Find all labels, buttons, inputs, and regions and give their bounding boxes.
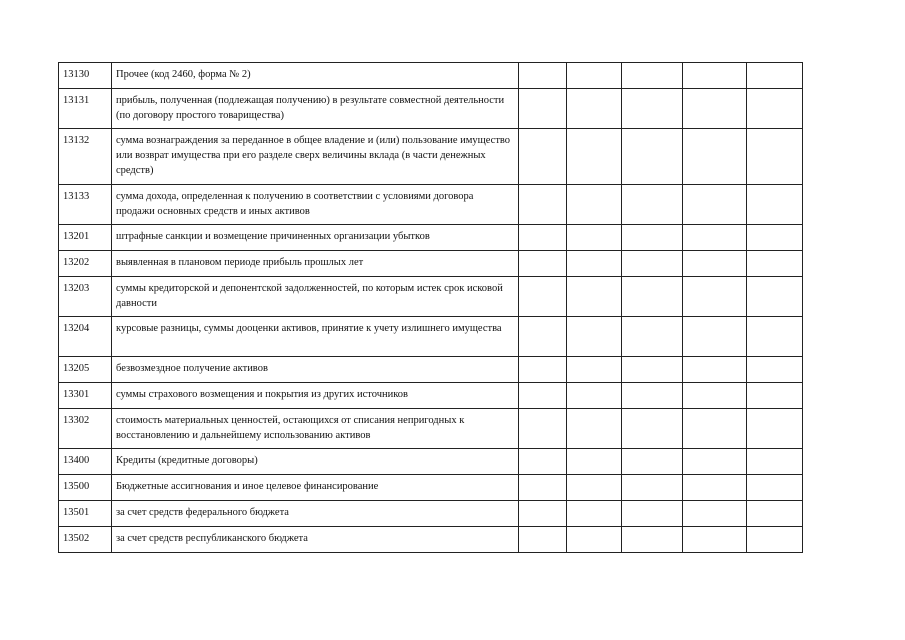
value-cell-1: [519, 475, 567, 501]
row-code: 13202: [59, 251, 112, 277]
table-row: [59, 277, 803, 317]
row-name: сумма дохода, определенная к получению в соответствии с условиями договора продажи основных средств и иных активов: [112, 185, 519, 225]
value-cell-3: [622, 409, 683, 449]
value-cell-2: [567, 317, 622, 357]
value-cell-3: [622, 277, 683, 317]
row-code: 13131: [59, 89, 112, 129]
value-cell-2: [567, 449, 622, 475]
value-cell-3: [622, 225, 683, 251]
value-cell-2: [567, 475, 622, 501]
value-cell-1: [519, 251, 567, 277]
value-cell-2: [567, 383, 622, 409]
value-cell-4: [683, 89, 747, 129]
value-cell-3: [622, 383, 683, 409]
value-cell-5: [747, 185, 803, 225]
value-cell-4: [683, 449, 747, 475]
value-cell-5: [747, 63, 803, 89]
value-cell-3: [622, 89, 683, 129]
table-row: [59, 225, 803, 251]
value-cell-4: [683, 527, 747, 553]
value-cell-5: [747, 449, 803, 475]
row-name: Кредиты (кредитные договоры): [112, 449, 519, 475]
value-cell-4: [683, 185, 747, 225]
table-row: [59, 357, 803, 383]
value-cell-5: [747, 383, 803, 409]
value-cell-4: [683, 225, 747, 251]
value-cell-5: [747, 357, 803, 383]
value-cell-3: [622, 449, 683, 475]
value-cell-1: [519, 501, 567, 527]
value-cell-2: [567, 89, 622, 129]
row-code: 13301: [59, 383, 112, 409]
report-table: [58, 62, 803, 553]
value-cell-2: [567, 501, 622, 527]
row-name: штрафные санкции и возмещение причиненных организации убытков: [112, 225, 519, 251]
value-cell-3: [622, 129, 683, 185]
value-cell-3: [622, 317, 683, 357]
row-name: суммы кредиторской и депонентской задолженностей, по которым истек срок исковой давности: [112, 277, 519, 317]
value-cell-2: [567, 225, 622, 251]
row-code: 13302: [59, 409, 112, 449]
table-row: [59, 63, 803, 89]
value-cell-4: [683, 129, 747, 185]
value-cell-3: [622, 251, 683, 277]
table-row: [59, 89, 803, 129]
value-cell-4: [683, 357, 747, 383]
value-cell-5: [747, 317, 803, 357]
value-cell-2: [567, 251, 622, 277]
value-cell-1: [519, 527, 567, 553]
value-cell-4: [683, 409, 747, 449]
table-row: [59, 449, 803, 475]
table-row: [59, 129, 803, 185]
table-row: [59, 409, 803, 449]
row-code: 13500: [59, 475, 112, 501]
row-name: за счет средств республиканского бюджета: [112, 527, 519, 553]
row-name: Бюджетные ассигнования и иное целевое финансирование: [112, 475, 519, 501]
value-cell-4: [683, 501, 747, 527]
value-cell-4: [683, 251, 747, 277]
table-row: [59, 251, 803, 277]
value-cell-2: [567, 63, 622, 89]
value-cell-1: [519, 185, 567, 225]
value-cell-1: [519, 383, 567, 409]
value-cell-5: [747, 277, 803, 317]
value-cell-2: [567, 409, 622, 449]
row-code: 13133: [59, 185, 112, 225]
value-cell-2: [567, 277, 622, 317]
value-cell-3: [622, 357, 683, 383]
value-cell-5: [747, 251, 803, 277]
row-name: выявленная в плановом периоде прибыль прошлых лет: [112, 251, 519, 277]
row-name: суммы страхового возмещения и покрытия из других источников: [112, 383, 519, 409]
value-cell-1: [519, 409, 567, 449]
table-row: [59, 383, 803, 409]
row-code: 13400: [59, 449, 112, 475]
value-cell-5: [747, 527, 803, 553]
value-cell-1: [519, 277, 567, 317]
row-code: 13203: [59, 277, 112, 317]
value-cell-4: [683, 317, 747, 357]
row-code: 13502: [59, 527, 112, 553]
value-cell-5: [747, 89, 803, 129]
value-cell-1: [519, 63, 567, 89]
value-cell-1: [519, 89, 567, 129]
value-cell-1: [519, 225, 567, 251]
value-cell-3: [622, 63, 683, 89]
report-table-body: [59, 63, 803, 553]
value-cell-1: [519, 317, 567, 357]
row-name: сумма вознаграждения за переданное в общее владение и (или) пользование имущество или возврат имущества при его разделе сверх величины вклада (в части денежных средств): [112, 129, 519, 185]
table-row: [59, 475, 803, 501]
row-code: 13132: [59, 129, 112, 185]
table-row: [59, 317, 803, 357]
value-cell-2: [567, 357, 622, 383]
table-row: [59, 527, 803, 553]
table-row: [59, 185, 803, 225]
row-name: прибыль, полученная (подлежащая получению) в результате совместной деятельности (по договору простого товарищества): [112, 89, 519, 129]
value-cell-1: [519, 357, 567, 383]
value-cell-4: [683, 277, 747, 317]
value-cell-5: [747, 501, 803, 527]
row-code: 13130: [59, 63, 112, 89]
row-name: Прочее (код 2460, форма № 2): [112, 63, 519, 89]
value-cell-3: [622, 185, 683, 225]
value-cell-3: [622, 475, 683, 501]
value-cell-3: [622, 527, 683, 553]
value-cell-5: [747, 225, 803, 251]
value-cell-2: [567, 527, 622, 553]
row-code: 13501: [59, 501, 112, 527]
row-code: 13205: [59, 357, 112, 383]
value-cell-5: [747, 409, 803, 449]
value-cell-3: [622, 501, 683, 527]
value-cell-1: [519, 129, 567, 185]
row-name: за счет средств федерального бюджета: [112, 501, 519, 527]
row-code: 13201: [59, 225, 112, 251]
value-cell-5: [747, 129, 803, 185]
table-row: [59, 501, 803, 527]
value-cell-2: [567, 129, 622, 185]
row-code: 13204: [59, 317, 112, 357]
value-cell-4: [683, 475, 747, 501]
value-cell-2: [567, 185, 622, 225]
row-name: курсовые разницы, суммы дооценки активов, принятие к учету излишнего имущества: [112, 317, 519, 357]
value-cell-1: [519, 449, 567, 475]
value-cell-4: [683, 383, 747, 409]
value-cell-4: [683, 63, 747, 89]
row-name: безвозмездное получение активов: [112, 357, 519, 383]
value-cell-5: [747, 475, 803, 501]
row-name: стоимость материальных ценностей, остающихся от списания непригодных к восстановлению и дальнейшему использованию активов: [112, 409, 519, 449]
